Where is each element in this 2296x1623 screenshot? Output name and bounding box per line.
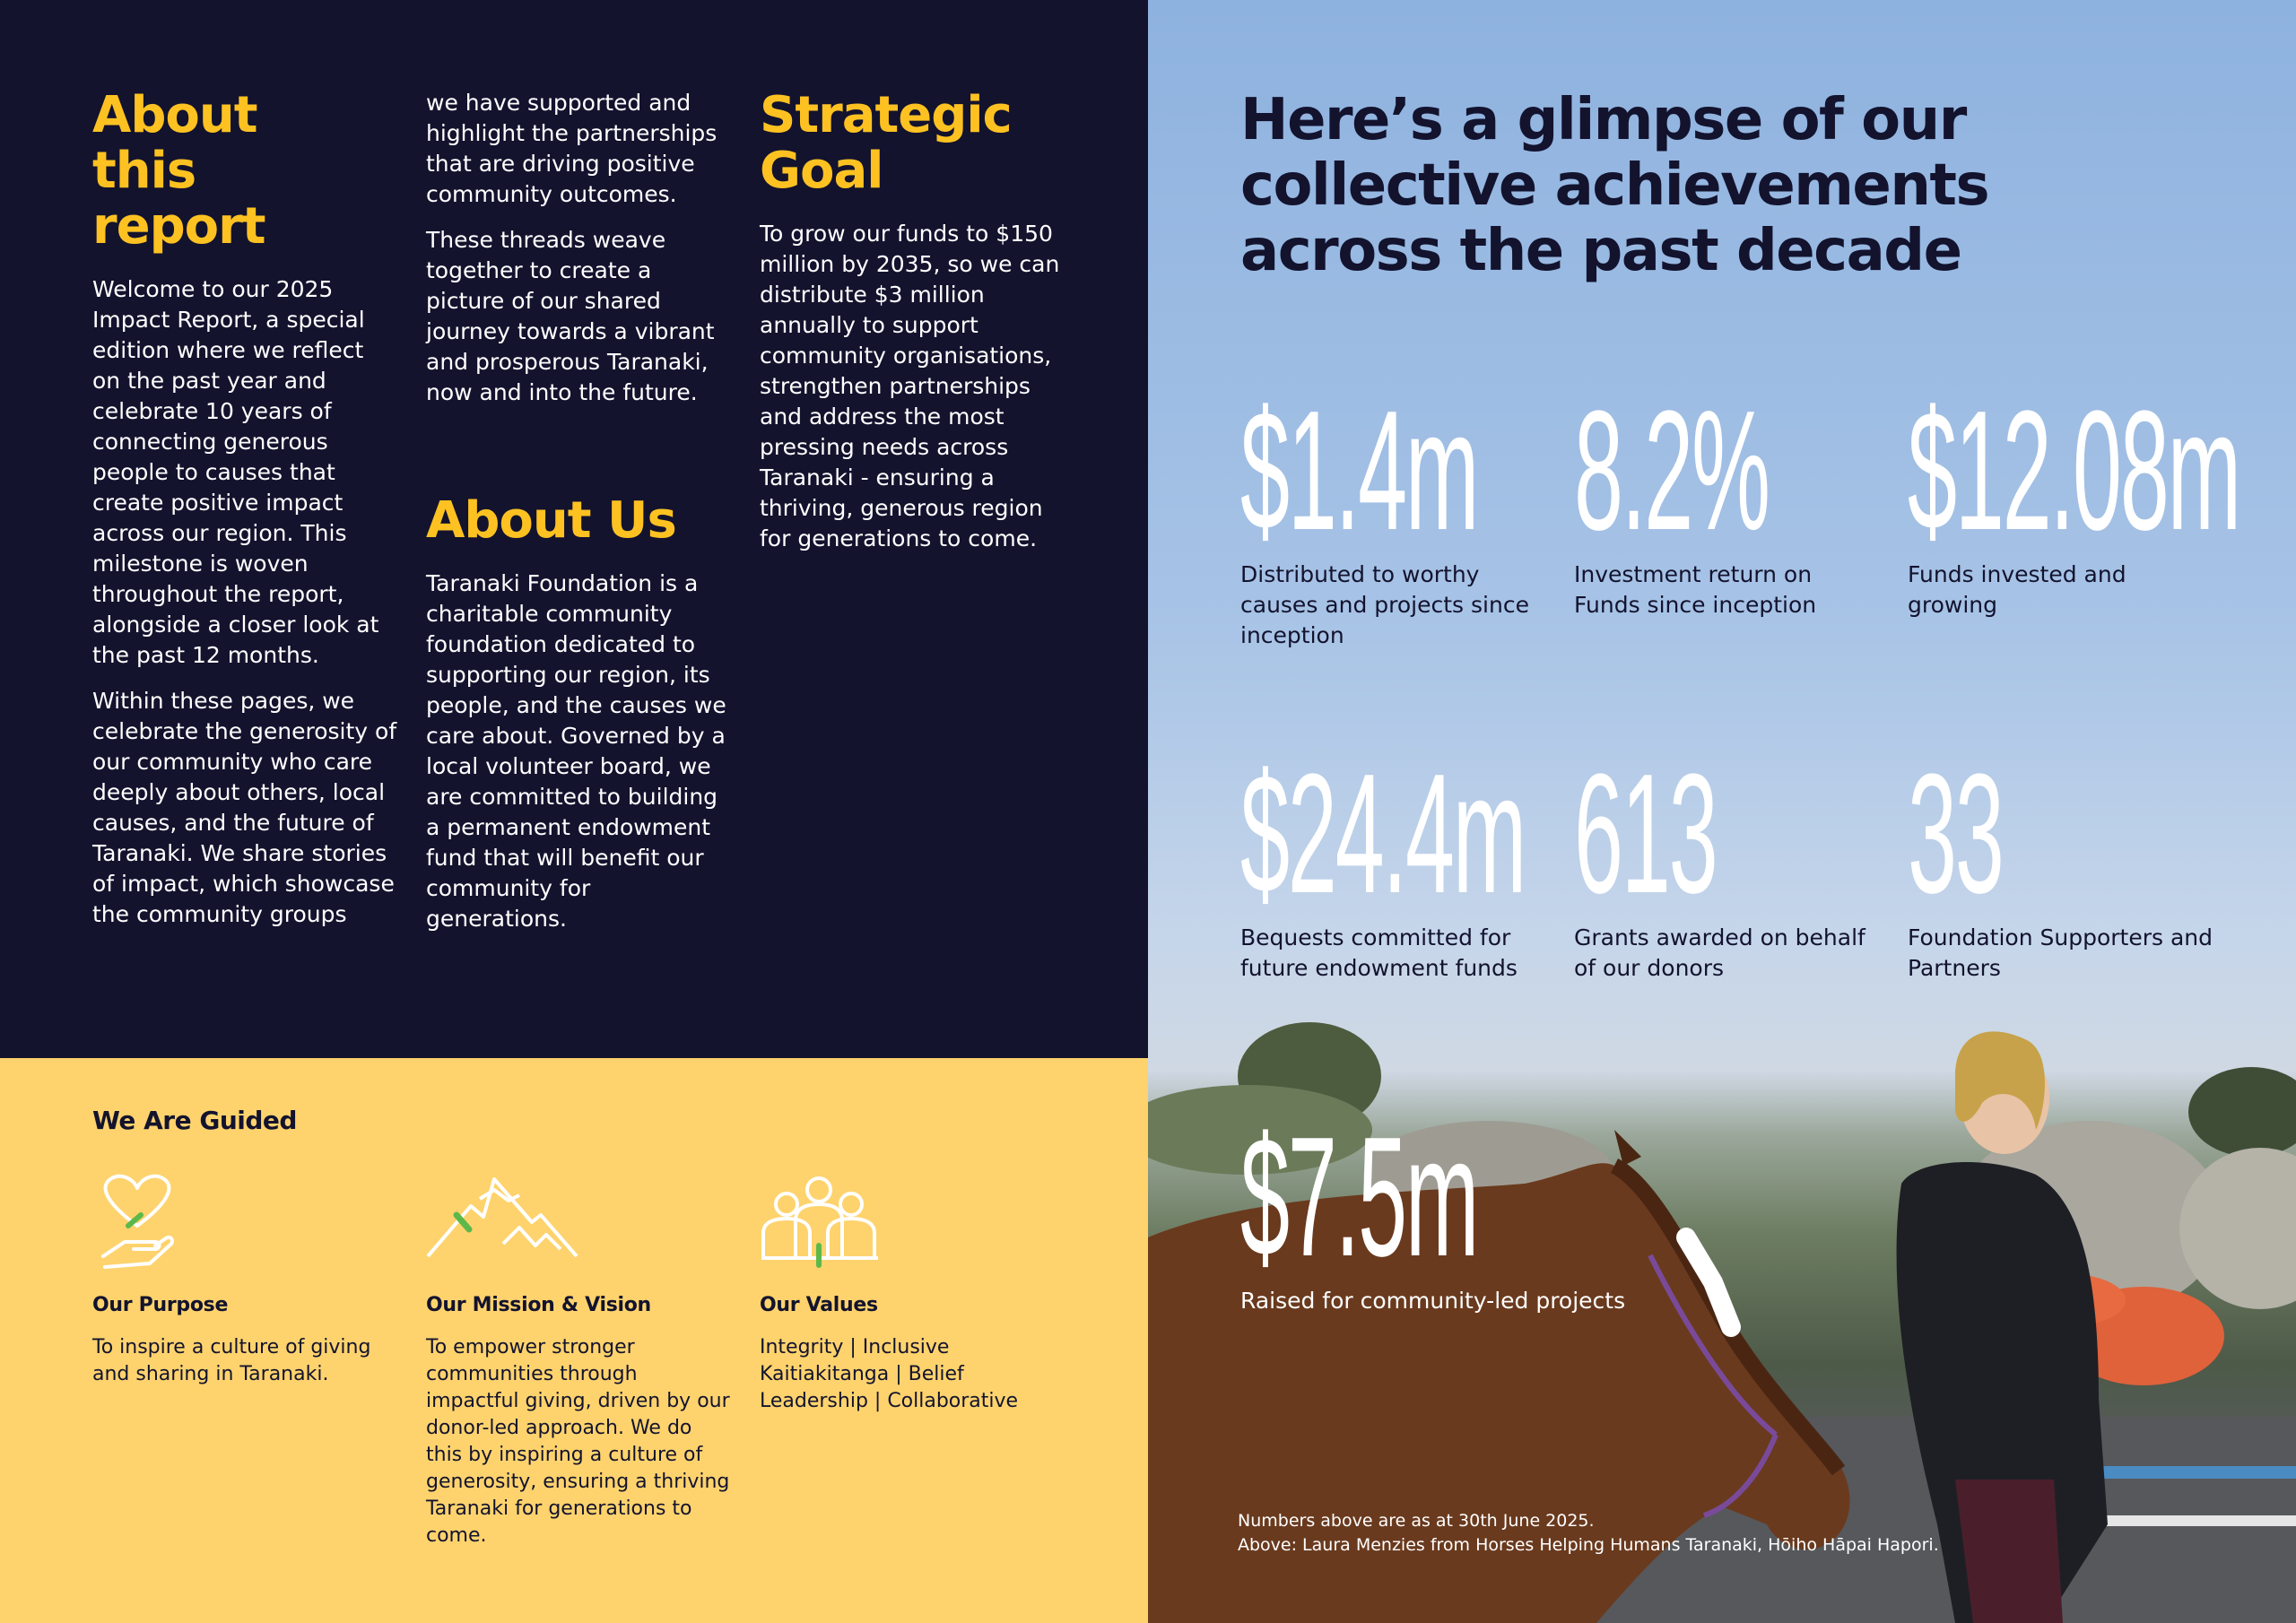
about-report-continued [426,88,731,423]
about-report-title: About this report [92,86,265,256]
stat-label: Raised for community-led projects [1240,1288,1626,1314]
footnote [1238,1509,2045,1558]
stat-label: Funds invested and growing [1908,561,2126,618]
about-us-section [426,493,731,950]
values-line-2: Kaitiakitanga | Belief [760,1363,964,1385]
stat-investment-return [1574,376,1879,621]
footnote-line-1: Numbers above are as at 30th June 2025. [1238,1511,1595,1531]
stat-funds-invested [1908,376,2239,621]
stat-value: $1.4m [1240,376,1478,566]
values-line-3: Leadership | Collaborative [760,1390,1019,1412]
stat-distributed [1240,376,1545,651]
mountain-icon [426,1170,587,1278]
guide-mission-text: To empower stronger communities through impactful giving, driven by our donor-led approach. We do this by inspiring a culture of generosity, ensuring a thriving Taranaki for generations to come. [426,1336,730,1547]
stat-value: 8.2% [1574,376,1769,566]
stat-label: Grants awarded on behalf of our donors [1574,924,1866,981]
stat-supporters [1908,739,2213,984]
strategic-goal-title: Strategic Goal [760,86,1012,200]
continued-paragraph-2: These threads weave together to create a picture of our shared journey towards a vibrant and prosperous Taranaki, now and into the future. [426,227,715,405]
guide-mission-title: Our Mission & Vision [426,1294,651,1316]
heart-hand-icon [92,1170,254,1278]
stat-value: $12.08m [1908,376,2239,566]
guide-purpose-text: To inspire a culture of giving and sharing in Taranaki. [92,1336,371,1385]
about-report-paragraph-2: Within these pages, we celebrate the generosity of our community who care deeply about others, local causes, and the future of Taranaki. We share stories of impact, which showcase the community groups [92,688,397,927]
stat-label: Distributed to worthy causes and projects since inception [1240,561,1529,648]
about-report-paragraph-1: Welcome to our 2025 Impact Report, a special edition where we reflect on the past year and celebrate 10 years of connecting generous people to causes that create positive impact across our region. This milestone is woven throughout the report, alongside a closer look at the past 12 months. [92,276,379,668]
stat-value: 33 [1908,739,2003,929]
glimpse-title: Here’s a glimpse of our collective achievements across the past decade [1240,87,1989,284]
stat-value: $7.5m [1240,1102,1478,1292]
guide-mission [426,1170,731,1549]
achievements-panel [1148,0,2296,1623]
stat-label: Foundation Supporters and Partners [1908,924,2213,981]
stat-label: Bequests committed for future endowment funds [1240,924,1518,981]
strategic-goal-text: To grow our funds to $150 million by 2035, so we can distribute $3 million annually to support community organisations, strengthen partnerships and address the most pressing needs across Taranaki - ensuring a thriving, generous region for generations to come. [760,221,1060,551]
footnote-line-2: Above: Laura Menzies from Horses Helping Humans Taranaki, Hōiho Hāpai Hapori. [1238,1535,1939,1555]
stat-value: 613 [1574,739,1717,929]
stat-value: $24.4m [1240,739,1526,929]
people-icon [760,1170,921,1278]
stat-bequests [1240,739,1545,984]
stat-grants [1574,739,1879,984]
about-us-text: Taranaki Foundation is a charitable community foundation dedicated to supporting our region, its people, and the causes we care about. Governed by a local volunteer board, we are committed to building a permanent endowment fund that will benefit our community for generations. [426,570,726,932]
continued-paragraph-1: we have supported and highlight the partnerships that are driving positive community outcomes. [426,90,718,207]
about-report-section [92,88,397,945]
guide-values-text [760,1334,1065,1415]
guided-title: We Are Guided [92,1106,297,1135]
about-us-title: About Us [426,491,676,550]
strategic-goal-section [760,88,1065,569]
values-line-1: Integrity | Inclusive [760,1336,950,1358]
guide-purpose [92,1170,397,1388]
guide-values [760,1170,1065,1415]
stat-raised [1240,1102,1779,1316]
stat-label: Investment return on Funds since inception [1574,561,1817,618]
guide-values-title: Our Values [760,1294,878,1316]
guide-purpose-title: Our Purpose [92,1294,229,1316]
